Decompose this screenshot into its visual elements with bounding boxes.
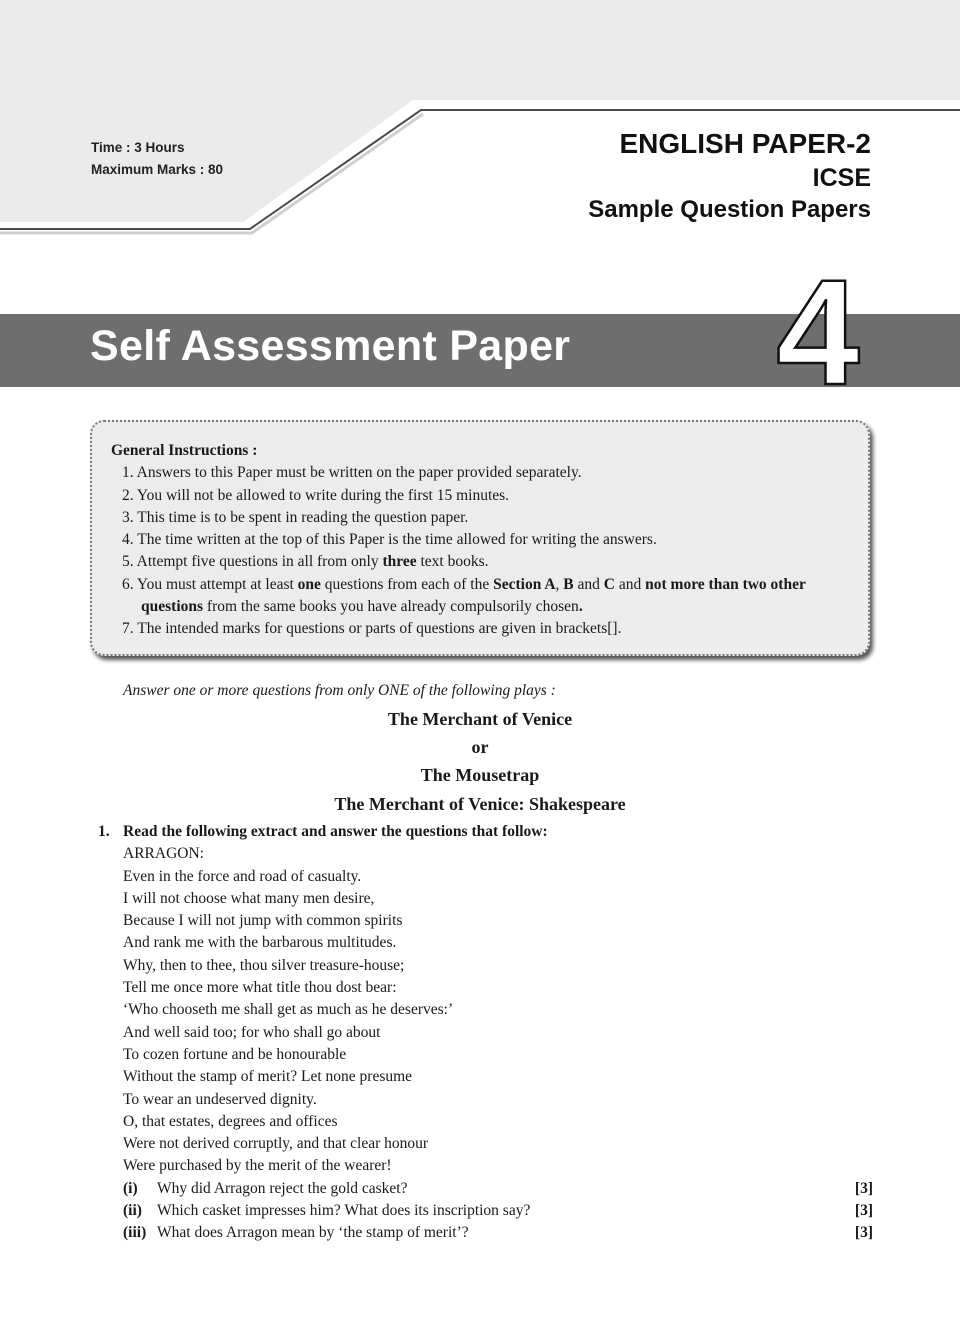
instruction-text: and xyxy=(614,575,646,593)
instruction-item xyxy=(111,507,850,529)
instruction-text: C xyxy=(603,575,615,593)
instruction-text: 6. You must attempt at least xyxy=(122,575,298,593)
instruction-text: 1. Answers to this Paper must be written on the paper provided separately. xyxy=(122,464,582,482)
instruction-item xyxy=(111,462,850,484)
sub-question xyxy=(98,1200,873,1222)
extract-line: To cozen fortune and be honourable xyxy=(123,1045,347,1063)
instruction-text: 3. This time is to be spent in reading the question paper. xyxy=(122,508,469,526)
paper-number: 4 xyxy=(776,262,860,392)
instruction-text: B xyxy=(563,575,574,593)
instruction-text: text books. xyxy=(416,553,489,571)
paper-titles xyxy=(588,126,871,226)
instruction-text: . xyxy=(578,598,583,616)
marks: [3] xyxy=(854,1179,873,1197)
sub-question xyxy=(98,1222,873,1244)
instructions-list xyxy=(111,462,850,640)
extract-line: Even in the force and road of casualty. xyxy=(123,867,362,885)
paper-title: ENGLISH PAPER-2 xyxy=(619,128,871,159)
instruction-text: from the same books you have already compulsorily chosen xyxy=(203,598,579,616)
extract xyxy=(98,843,873,1177)
section-heading: The Merchant of Venice: Shakespeare xyxy=(334,794,626,814)
extract-line: Were not derived corruptly, and that clear honour xyxy=(123,1135,429,1153)
instruction-text: not more than two other questions xyxy=(141,575,806,616)
extract-line: And rank me with the barbarous multitudes. xyxy=(123,934,397,952)
extract-line: ‘Who chooseth me shall get as much as he deserves:’ xyxy=(123,1001,454,1019)
instruction-text: 4. The time written at the top of this Paper is the time allowed for writing the answers. xyxy=(122,531,657,549)
extract-line: ARRAGON: xyxy=(123,845,204,863)
section-lead: Answer one or more questions from only ONE of the following plays : xyxy=(123,682,556,699)
sub-question-number: (iii) xyxy=(123,1224,147,1242)
question-number: 1. xyxy=(98,823,110,840)
sub-questions xyxy=(98,1178,873,1245)
instruction-text: 2. You will not be allowed to write during the first 15 minutes. xyxy=(122,486,510,504)
paper-meta xyxy=(91,137,223,181)
instruction-text: 5. Attempt five questions in all from only xyxy=(122,553,383,571)
max-marks-label: Maximum Marks : 80 xyxy=(91,162,224,177)
instruction-item xyxy=(111,485,850,507)
instruction-item xyxy=(111,551,850,573)
sub-question-number: (ii) xyxy=(123,1202,142,1220)
paper-number-graphic xyxy=(760,262,880,392)
extract-line: And well said too; for who shall go about xyxy=(123,1023,381,1041)
sub-question-number: (i) xyxy=(123,1179,138,1197)
sub-question-text: Why did Arragon reject the gold casket? xyxy=(157,1179,408,1197)
instruction-item xyxy=(111,618,850,640)
instructions-heading: General Instructions : xyxy=(111,442,258,459)
instruction-item xyxy=(111,574,850,619)
play-title-1: The Merchant of Venice xyxy=(387,709,573,729)
question-prompt: Read the following extract and answer the questions that follow: xyxy=(123,823,548,840)
marks: [3] xyxy=(854,1224,873,1242)
time-label: Time : 3 Hours xyxy=(91,140,185,155)
marks: [3] xyxy=(854,1202,873,1220)
page-title: Self Assessment Paper xyxy=(90,322,571,370)
general-instructions-box xyxy=(90,420,870,656)
extract-line: To wear an undeserved dignity. xyxy=(123,1090,317,1108)
sub-question-text: What does Arragon mean by ‘the stamp of merit’? xyxy=(157,1224,469,1242)
extract-line: Why, then to thee, thou silver treasure-house; xyxy=(123,956,405,974)
extract-line: O, that estates, degrees and offices xyxy=(123,1112,338,1130)
sub-question xyxy=(98,1178,873,1200)
question-1 xyxy=(98,821,873,1245)
instruction-text: 7. The intended marks for questions or parts of questions are given in brackets[]. xyxy=(122,620,622,638)
series-title: Sample Question Papers xyxy=(588,196,871,223)
extract-line: Because I will not jump with common spirits xyxy=(123,912,403,930)
instruction-item xyxy=(111,529,850,551)
instruction-text: Section A xyxy=(493,575,556,593)
board-title: ICSE xyxy=(812,164,871,192)
or-label: or xyxy=(471,737,489,757)
instruction-text: questions from each of the xyxy=(320,575,494,593)
instruction-text: and xyxy=(573,575,604,593)
instruction-text: , xyxy=(555,575,564,593)
extract-line: Were purchased by the merit of the wearer! xyxy=(123,1157,392,1175)
play-title-2: The Mousetrap xyxy=(420,765,540,785)
instruction-text: three xyxy=(382,553,417,571)
extract-line: Without the stamp of merit? Let none presume xyxy=(123,1068,413,1086)
extract-line: I will not choose what many men desire, xyxy=(123,889,375,907)
sub-question-text: Which casket impresses him? What does its inscription say? xyxy=(157,1202,531,1220)
instruction-text: one xyxy=(297,575,321,593)
extract-line: Tell me once more what title thou dost bear: xyxy=(123,979,397,997)
